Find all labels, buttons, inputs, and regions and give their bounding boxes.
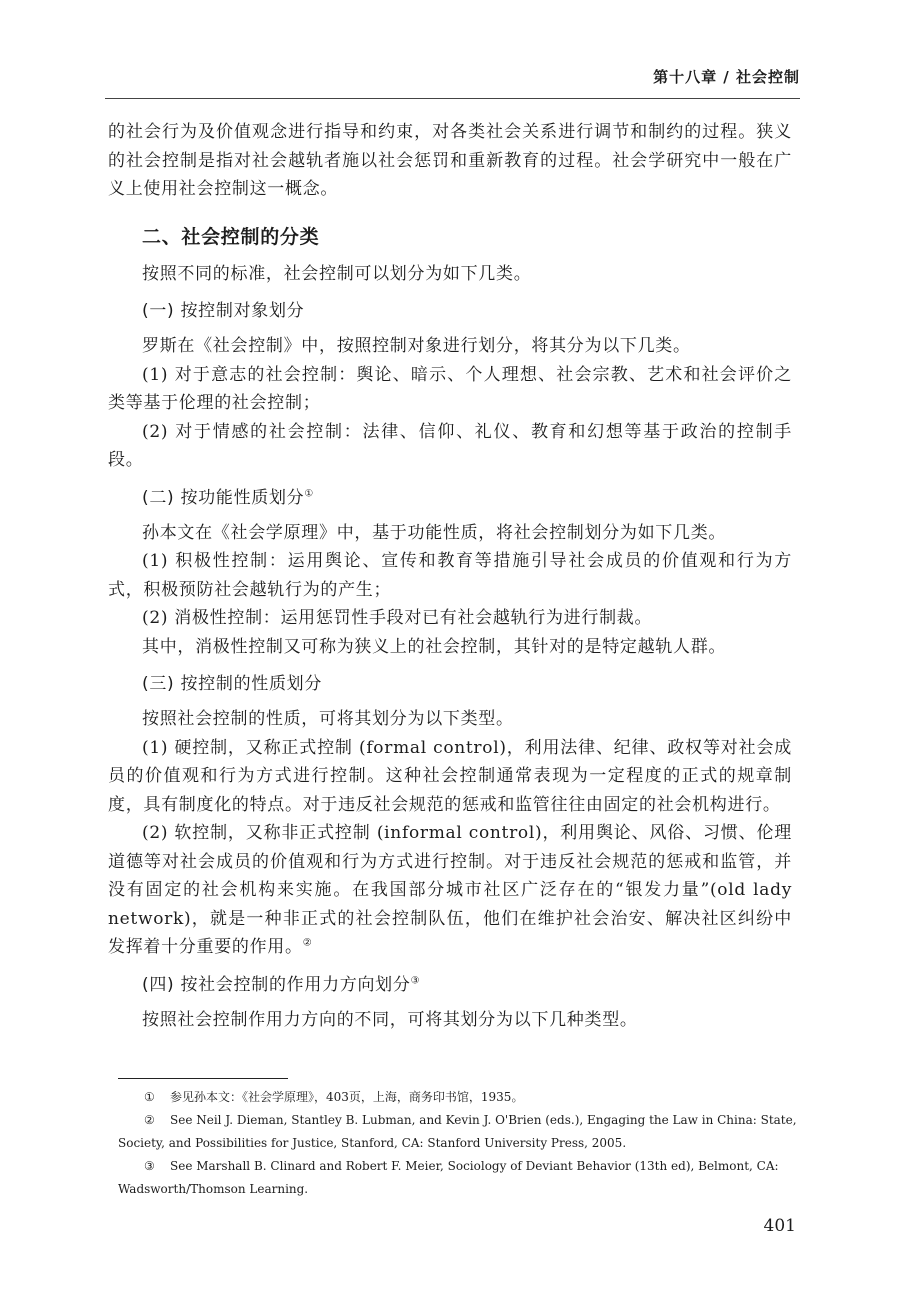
header-divider xyxy=(105,98,800,99)
subsection-heading-1: (一) 按控制对象划分 xyxy=(142,301,305,321)
footnote-marker: ③ xyxy=(410,974,421,986)
footnote-text: 参见孙本文：《社会学原理》，403页，上海，商务印书馆，1935。 xyxy=(170,1090,524,1104)
paragraph: 按照社会控制的性质，可将其划分为以下类型。 xyxy=(142,709,514,729)
paragraph: (1) 硬控制，又称正式控制 (formal control)，利用法律、纪律、政权等对社会成员的价值观和行为方式进行控制。这种社会控制通常表现为一定程度的正式的规章制度，具有制度化的特点。对于违反社会规范的惩戒和监管往往由固定的社会机构进行。 xyxy=(108,737,792,815)
footnote-marker: ② xyxy=(302,937,313,949)
section-intro: 按照不同的标准，社会控制可以划分为如下几类。 xyxy=(142,263,532,284)
paragraph: (2) 对于情感的社会控制：法律、信仰、礼仪、教育和幻想等基于政治的控制手段。 xyxy=(108,421,792,470)
subsection-heading-3: (三) 按控制的性质划分 xyxy=(142,674,323,694)
subsection-title: (四) 按社会控制的作用力方向划分 xyxy=(142,974,411,995)
paragraph-text: (2) 软控制，又称非正式控制 (informal control)，利用舆论、风俗、习惯、伦理道德等对社会成员的价值观和行为方式进行控制。对于违反社会规范的惩戒和监管，并没有固定的社会机构来实施。在我国部分城市社区广泛存在的“银发力量”(old lady network)，就是一种非正式的社会控制队伍，他们在维护社会治安、解决社区纠纷中发挥着十分重要的作用。 xyxy=(108,823,792,957)
footnote-text: See Neil J. Dieman, Stantley B. Lubman, and Kevin J. O'Brien (eds.), Engaging the Law in China: State, Society, and Possibilities for Justice, Stanford, CA: Stanford University Press, 2005. xyxy=(118,1113,797,1150)
subsection-heading-2 xyxy=(142,483,792,513)
section-heading: 二、社会控制的分类 xyxy=(142,225,320,248)
footnote-text: See Marshall B. Clinard and Robert F. Meier, Sociology of Deviant Behavior (13th ed), Belmont, CA: Wadsworth/Thomson Learning. xyxy=(118,1159,779,1196)
subsection-title: (二) 按功能性质划分 xyxy=(142,487,305,508)
paragraph: 其中，消极性控制又可称为狭义上的社会控制，其针对的是特定越轨人群。 xyxy=(142,636,727,657)
footnote-item xyxy=(118,1086,798,1109)
footnote-number: ① xyxy=(144,1090,155,1104)
footnote-number: ③ xyxy=(144,1159,155,1173)
paragraph xyxy=(108,819,792,962)
page-number: 401 xyxy=(763,1216,796,1236)
subsection-heading-4 xyxy=(142,970,792,1000)
footnote-item xyxy=(118,1155,798,1201)
paragraph: 按照社会控制作用力方向的不同，可将其划分为以下几种类型。 xyxy=(142,1009,638,1030)
footnotes xyxy=(118,1086,798,1201)
paragraph: 孙本文在《社会学原理》中，基于功能性质，将社会控制划分为如下几类。 xyxy=(142,522,727,543)
paragraph: (1) 积极性控制：运用舆论、宣传和教育等措施引导社会成员的价值观和行为方式，积极预防社会越轨行为的产生； xyxy=(108,551,792,600)
footnote-item xyxy=(118,1109,798,1155)
footnote-marker: ① xyxy=(304,487,315,499)
footnote-divider xyxy=(118,1078,288,1079)
running-header: 第十八章 / 社会控制 xyxy=(653,68,800,86)
paragraph: (1) 对于意志的社会控制：舆论、暗示、个人理想、社会宗教、艺术和社会评价之类等基于伦理的社会控制； xyxy=(108,364,792,413)
paragraph-continued: 的社会行为及价值观念进行指导和约束，对各类社会关系进行调节和制约的过程。狭义的社会控制是指对社会越轨者施以社会惩罚和重新教育的过程。社会学研究中一般在广义上使用社会控制这一概念。 xyxy=(108,122,792,199)
footnote-number: ② xyxy=(144,1113,155,1127)
paragraph: (2) 消极性控制：运用惩罚性手段对已有社会越轨行为进行制裁。 xyxy=(142,608,653,628)
page-body xyxy=(108,118,792,1034)
paragraph: 罗斯在《社会控制》中，按照控制对象进行划分，将其分为以下几类。 xyxy=(142,336,691,356)
